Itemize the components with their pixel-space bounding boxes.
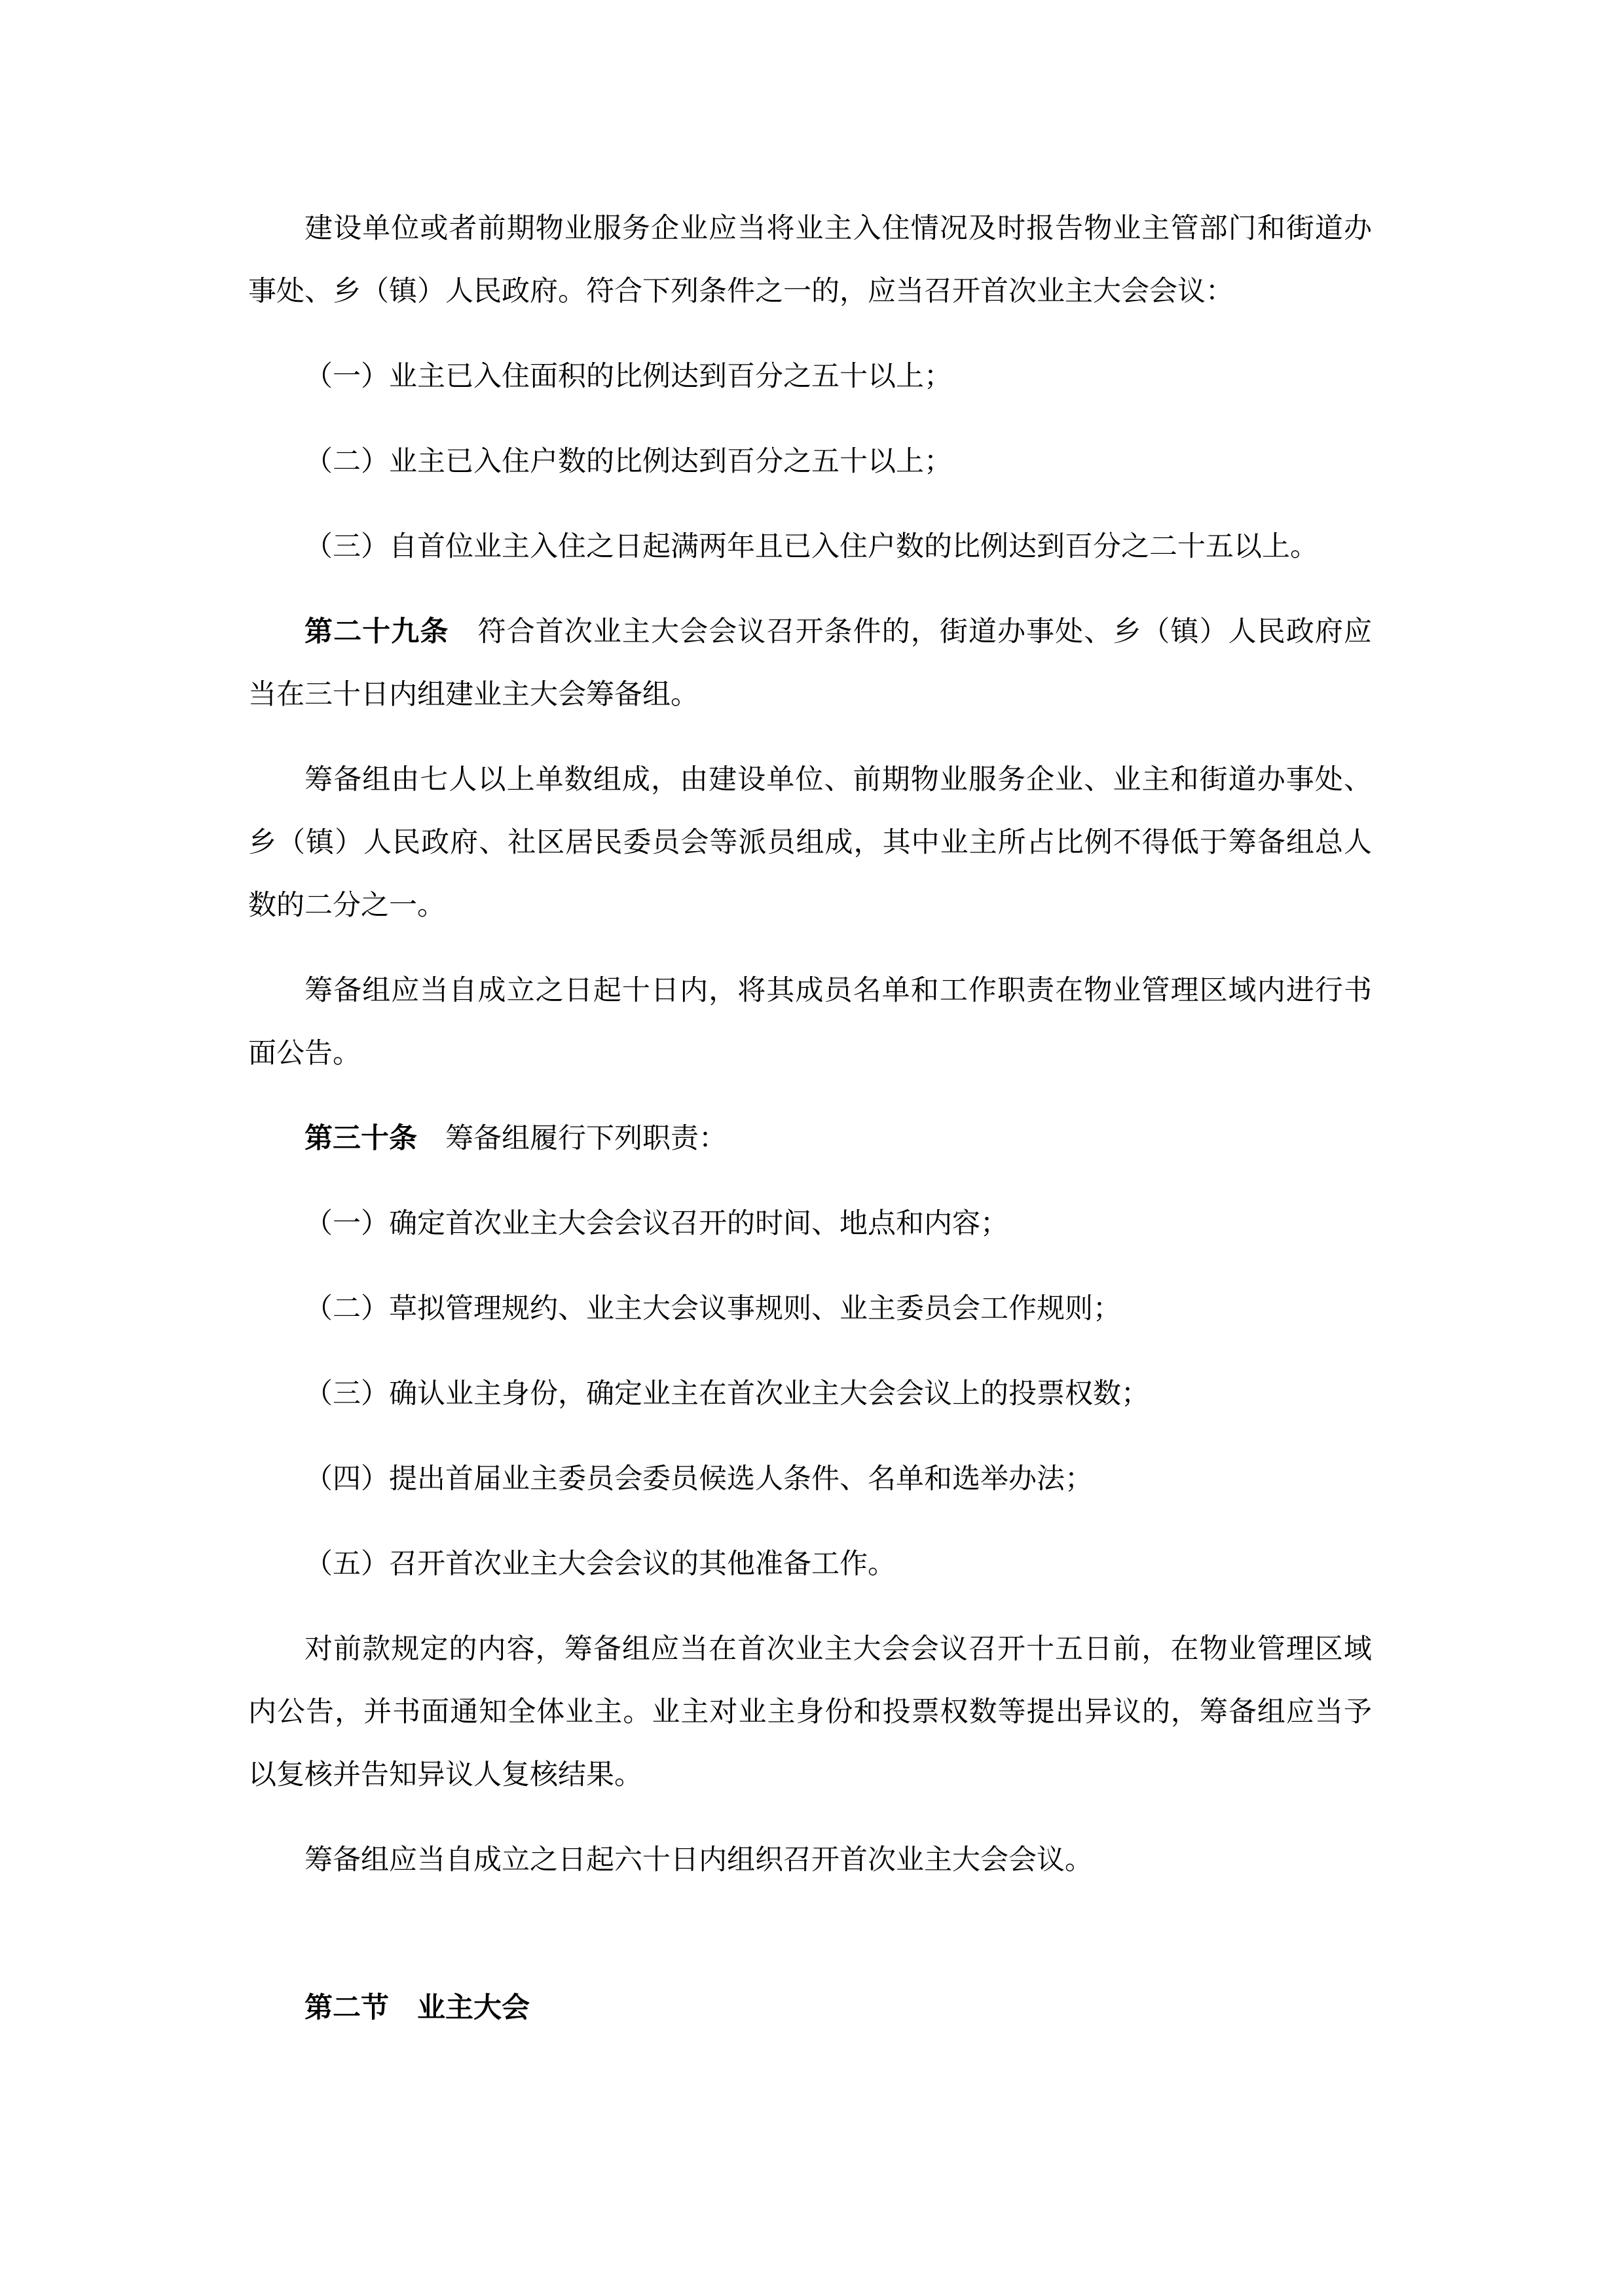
paragraph: [248, 516, 1372, 579]
paragraph: [248, 1533, 1372, 1596]
text-segment: 筹备组应当自成立之日起六十日内组织召开首次业主大会会议。: [304, 1845, 1093, 1876]
text-segment: 建设单位或者前期物业服务企业应当将业主入住情况及时报告物业主管部门和街道办事处、乡（镇）人民政府。符合下列条件之一的，应当召开首次业主大会会议：: [248, 213, 1372, 307]
paragraph: [248, 749, 1372, 938]
text-segment: 对前款规定的内容，筹备组应当在首次业主大会会议召开十五日前，在物业管理区域内公告，并书面通知全体业主。业主对业主身份和投票权数等提出异议的，筹备组应当予以复核并告知异议人复核结果。: [248, 1634, 1372, 1791]
bold-text-segment: 第三十条: [304, 1123, 417, 1154]
text-segment: （四）提出首届业主委员会委员候选人条件、名单和选举办法；: [304, 1464, 1093, 1495]
paragraph: [248, 198, 1372, 323]
text-segment: （三）自首位业主入住之日起满两年且已入住户数的比例达到百分之二十五以上。: [304, 532, 1318, 562]
text-segment: （一）业主已入住面积的比例达到百分之五十以上；: [304, 361, 952, 392]
paragraph: [248, 346, 1372, 409]
document-body: [248, 198, 1372, 2062]
paragraph: [248, 1618, 1372, 1807]
paragraph: [248, 1108, 1372, 1171]
text-segment: （五）召开首次业主大会会议的其他准备工作。: [304, 1549, 896, 1580]
paragraph: [248, 1278, 1372, 1341]
paragraph: [248, 1193, 1372, 1256]
text-segment: 筹备组应当自成立之日起十日内，将其成员名单和工作职责在物业管理区域内进行书面公告。: [248, 975, 1372, 1069]
paragraph: [248, 960, 1372, 1085]
bold-text-segment: 第二节 业主大会: [304, 1993, 530, 2024]
section-heading: [248, 1977, 1372, 2040]
paragraph: [248, 601, 1372, 727]
paragraph: [248, 1448, 1372, 1511]
paragraph: [248, 1829, 1372, 1892]
text-segment: （二）草拟管理规约、业主大会议事规则、业主委员会工作规则；: [304, 1294, 1121, 1324]
text-segment: （一）确定首次业主大会会议召开的时间、地点和内容；: [304, 1209, 1008, 1239]
bold-text-segment: 第二十九条: [304, 617, 449, 647]
text-segment: 筹备组由七人以上单数组成，由建设单位、前期物业服务企业、业主和街道办事处、乡（镇）人民政府、社区居民委员会等派员组成，其中业主所占比例不得低于筹备组总人数的二分之一。: [248, 765, 1372, 921]
text-segment: （二）业主已入住户数的比例达到百分之五十以上；: [304, 446, 952, 477]
text-segment: （三）确认业主身份，确定业主在首次业主大会会议上的投票权数；: [304, 1379, 1149, 1410]
text-segment: 符合首次业主大会会议召开条件的，街道办事处、乡（镇）人民政府应当在三十日内组建业主大会筹备组。: [248, 617, 1373, 710]
paragraph: [248, 431, 1372, 494]
paragraph: [248, 1363, 1372, 1426]
text-segment: 筹备组履行下列职责：: [417, 1123, 727, 1154]
